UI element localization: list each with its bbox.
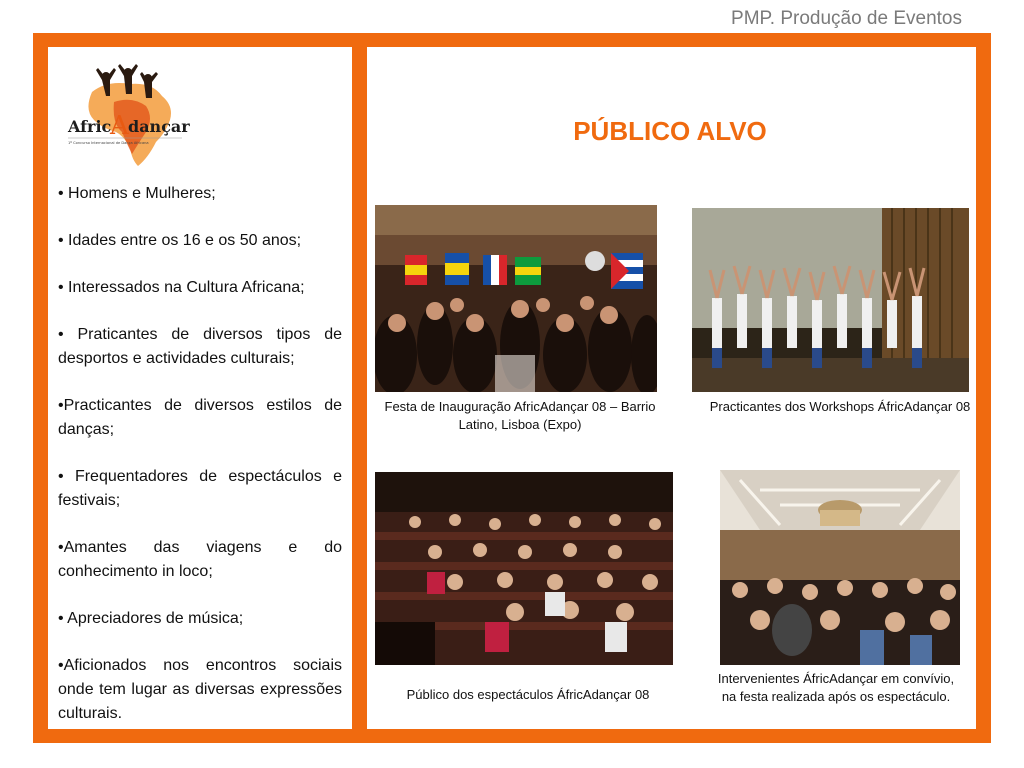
section-title: PÚBLICO ALVO [573,116,767,146]
svg-text:A: A [110,111,129,141]
after-party-photo [720,470,960,665]
photo-caption: Público dos espectáculos ÁfricAdançar 08 [406,687,650,702]
photo-caption: Intervenientes ÁfricAdançar em convívio, na festa realizada após os espectáculo. [717,671,955,704]
audience-photo [375,472,673,665]
list-item: •Amantes das viagens e do conhecimento in loco; [58,539,342,580]
list-item: • Praticantes de diversos tipos de desportos e actividades culturais; [58,326,342,367]
africadancar-logo [62,62,192,172]
target-audience-list [58,182,342,726]
workshop-photo [692,208,969,392]
party-photo [375,205,657,392]
list-item: • Frequentadores de espectáculos e festivais; [58,468,342,509]
photo-caption: Festa de Inauguração AfricAdançar 08 – Barrio Latino, Lisboa (Expo) [384,399,656,432]
list-item: • Idades entre os 16 e os 50 anos; [58,232,302,249]
page-header-title: PMP. Produção de Eventos [731,8,962,29]
svg-text:dançar: dançar [128,117,190,136]
list-item: •Practicantes de diversos estilos de danças; [58,397,342,438]
list-item: •Aficionados nos encontros sociais onde tem lugar as diversas expressões culturais. [58,657,342,722]
list-item: • Homens e Mulheres; [58,185,216,202]
photo-caption: Practicantes dos Workshops ÁfricAdançar 08 [709,399,971,414]
logo-subtitle: 1º Concurso Internacional de Dança Africana [68,141,149,145]
list-item: • Apreciadores de música; [58,610,244,627]
svg-text:Afric: Afric [68,117,112,136]
list-item: • Interessados na Cultura Africana; [58,279,305,296]
